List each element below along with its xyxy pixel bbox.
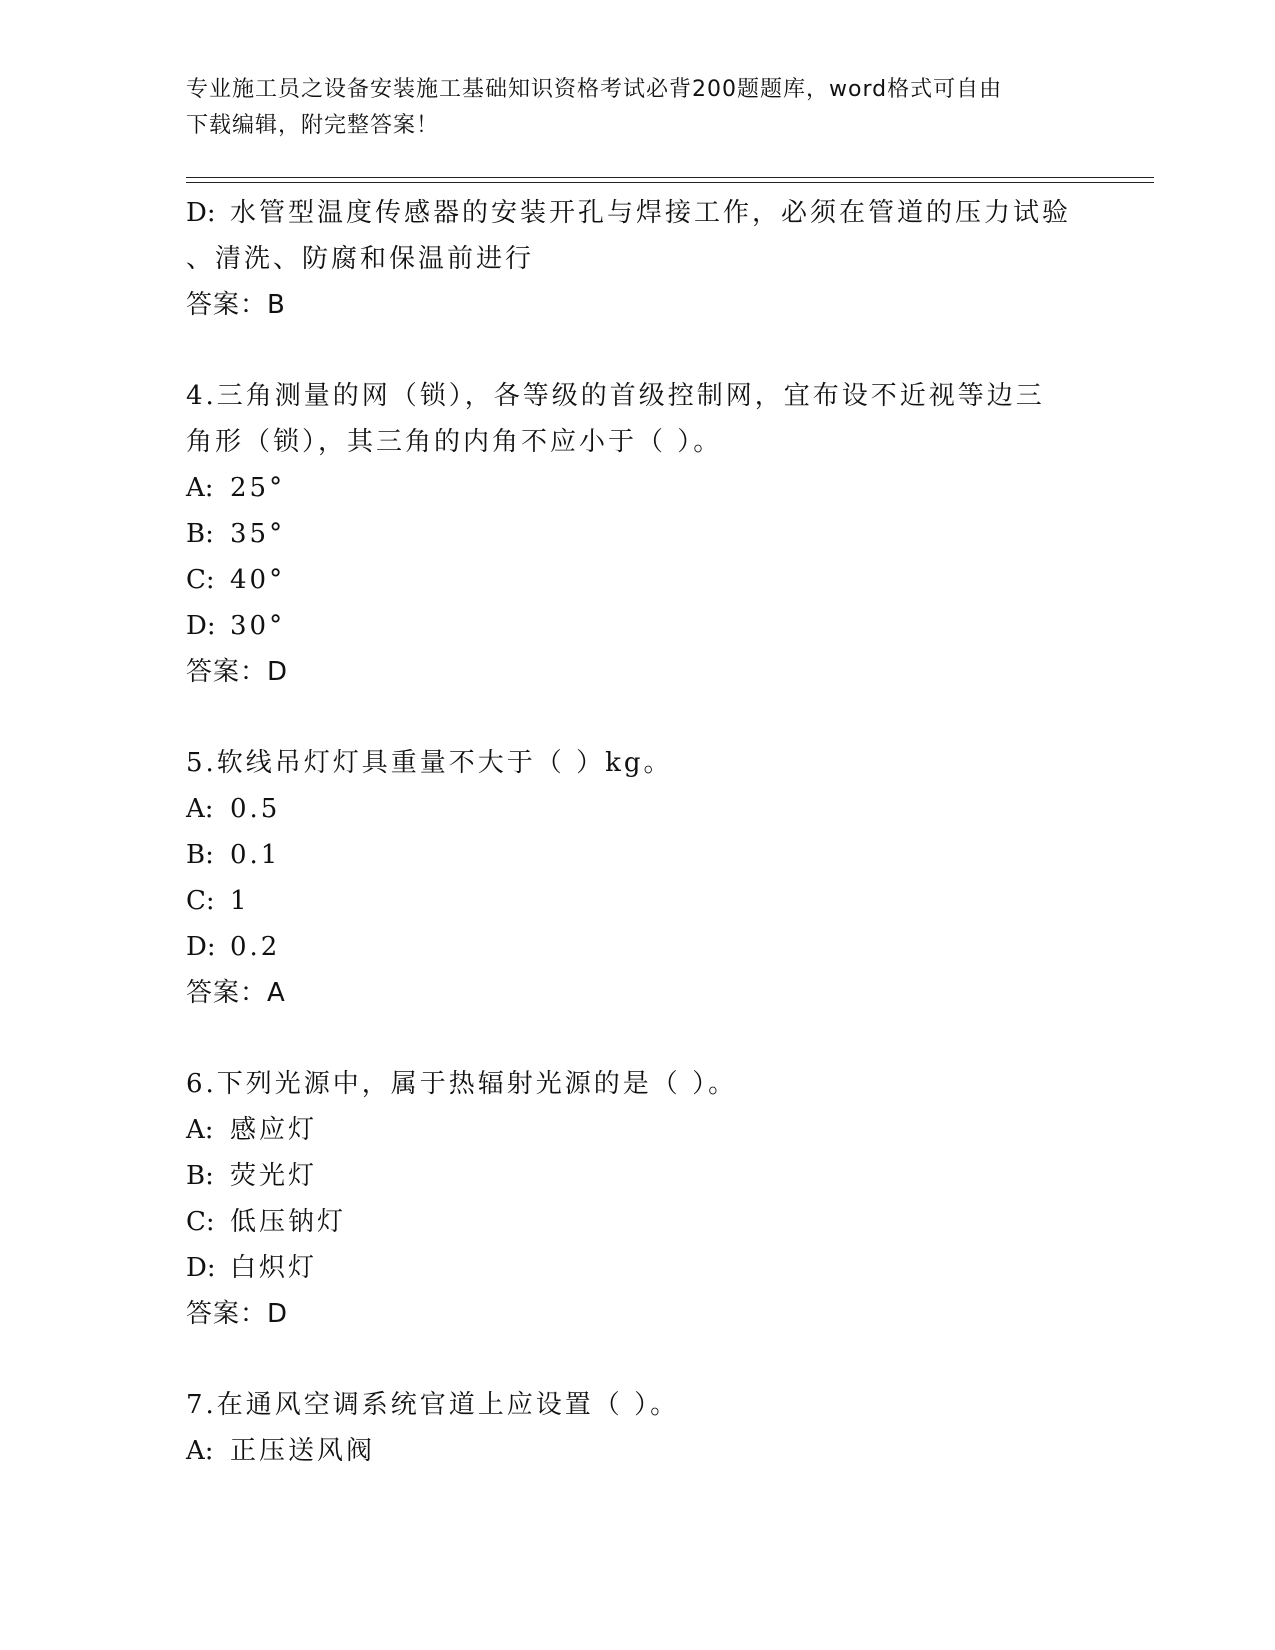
option-text: 荧光灯 [230,1161,318,1191]
option-d [186,1245,1086,1291]
option-a [186,1107,1086,1153]
question-6 [186,1061,1086,1337]
question-3-continuation [186,190,1086,328]
option-a [186,1428,1086,1474]
option-label: D: [186,1253,216,1283]
option-label: C: [186,886,215,916]
option-b [186,511,1086,557]
option-d [186,924,1086,970]
option-label: D: [186,198,216,228]
option-label: A: [186,794,214,824]
option-label: C: [186,565,215,595]
answer-line: 答案：D [186,657,289,687]
option-label: D: [186,611,216,641]
option-label: A: [186,473,214,503]
spacer [186,1337,1086,1382]
question-stem: 6.下列光源中，属于热辐射光源的是（ ）。 [186,1069,738,1099]
option-label: B: [186,519,214,549]
spacer [186,1016,1086,1061]
option-b [186,832,1086,878]
answer-line: 答案：B [186,290,286,320]
option-text: 0.5 [230,794,281,824]
option-label: A: [186,1115,214,1145]
option-d [186,190,1086,236]
option-label: B: [186,840,214,870]
option-b [186,1153,1086,1199]
header-rule-double [186,182,1154,183]
option-label: C: [186,1207,215,1237]
spacer [186,328,1086,373]
question-stem-wrap: 角形（锁），其三角的内角不应小于（ ）。 [186,427,723,457]
option-text: 0.1 [230,840,281,870]
option-text: 25° [230,473,286,503]
option-text: 正压送风阀 [230,1436,376,1466]
option-a [186,786,1086,832]
spacer [186,695,1086,740]
option-text: 35° [230,519,286,549]
option-text: 40° [230,565,286,595]
question-7 [186,1382,1086,1474]
option-text: 水管型温度传感器的安装开孔与焊接工作，必须在管道的压力试验 [230,198,1072,228]
option-text-wrap: 、清洗、防腐和保温前进行 [186,244,535,274]
option-c [186,878,1086,924]
option-text: 1 [230,886,250,916]
question-stem: 4.三角测量的网（锁），各等级的首级控制网，宜布设不近视等边三 [186,381,1045,411]
question-5 [186,740,1086,1016]
question-4 [186,373,1086,695]
option-text: 0.2 [230,932,281,962]
answer-line: 答案：A [186,978,286,1008]
question-stem: 7.在通风空调系统官道上应设置（ ）。 [186,1390,680,1420]
header-title-line-1: 专业施工员之设备安装施工基础知识资格考试必背200题题库，word格式可自由 [186,77,1003,102]
question-list [186,190,1086,1474]
option-a [186,465,1086,511]
option-text: 低压钠灯 [230,1207,347,1237]
answer-line: 答案：D [186,1299,289,1329]
header-rule [186,177,1154,178]
option-text: 感应灯 [230,1115,318,1145]
option-label: A: [186,1436,214,1466]
option-label: B: [186,1161,214,1191]
option-c [186,557,1086,603]
question-stem: 5.软线吊灯灯具重量不大于（ ）kg。 [186,748,673,778]
document-header [186,72,1066,144]
option-c [186,1199,1086,1245]
option-label: D: [186,932,216,962]
option-text: 白炽灯 [230,1253,318,1283]
option-text: 30° [230,611,286,641]
header-title-line-2: 下载编辑，附完整答案！ [186,113,440,138]
option-d [186,603,1086,649]
